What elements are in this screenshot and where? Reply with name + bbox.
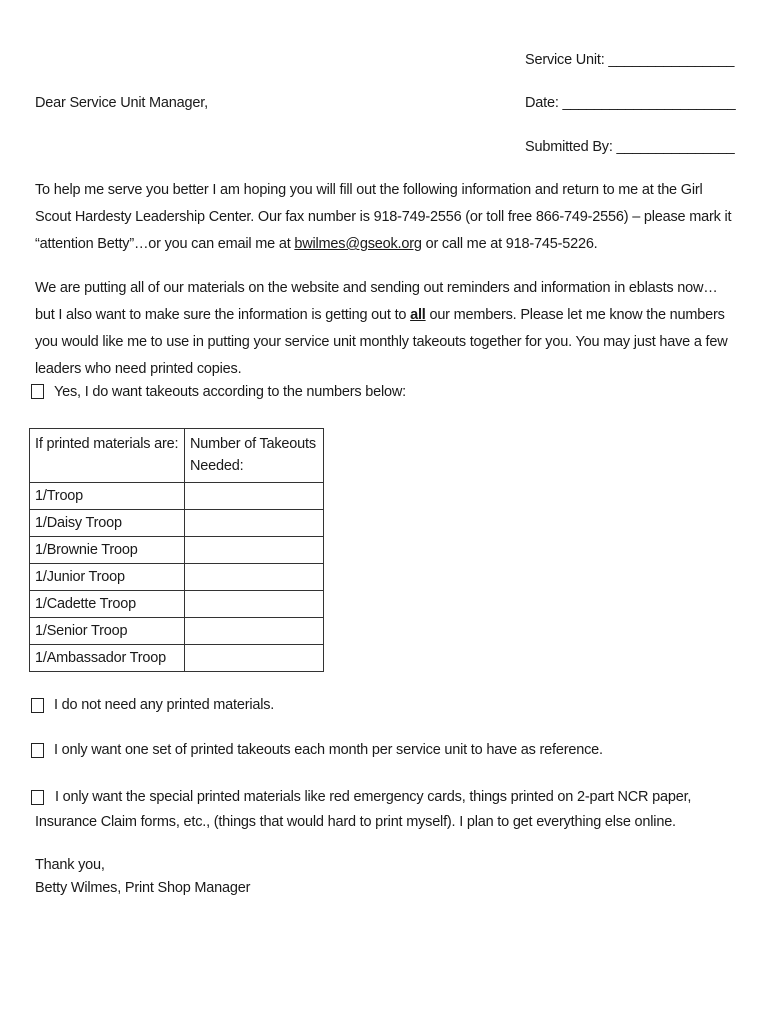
materials-text-end: our members. Please let me know the numbers you would like me to use in putting your service unit monthly takeouts together for you. You may just have a few leaders who need printed copies. <box>35 307 728 377</box>
row-label: 1/Senior Troop <box>30 618 185 645</box>
special-materials-label: I only want the special printed materials like red emergency cards, things printed on 2-part NCR paper, Insurance Claim forms, etc., (things that would hard to print myself). I plan to get everything else online. <box>35 789 692 830</box>
row-number-input[interactable] <box>185 591 324 618</box>
intro-text: To help me serve you better I am hoping you will fill out the following information and return to me at the Girl Scout Hardesty Leadership Center. Our fax number is 918-749-2556 (or toll free 866-749-2556) – please mark it “attention Betty”…or you can email me at <box>35 182 732 252</box>
no-printed-checkbox[interactable] <box>31 698 44 713</box>
row-label: 1/Troop <box>30 483 185 510</box>
email-link[interactable]: bwilmes@gseok.org <box>294 236 422 252</box>
row-label: 1/Cadette Troop <box>30 591 185 618</box>
service-unit-field[interactable]: Service Unit: ________________ <box>525 52 735 68</box>
row-number-input[interactable] <box>185 537 324 564</box>
header-printed-materials: If printed materials are: <box>30 429 185 483</box>
yes-takeouts-checkbox[interactable] <box>31 384 44 399</box>
table-row <box>30 618 324 645</box>
closing-thanks: Thank you, <box>35 857 105 873</box>
row-number-input[interactable] <box>185 564 324 591</box>
salutation: Dear Service Unit Manager, <box>35 95 208 111</box>
intro-paragraph <box>35 177 735 258</box>
header-number-needed: Number of Takeouts Needed: <box>185 429 324 483</box>
table-row <box>30 591 324 618</box>
submitted-by-field[interactable]: Submitted By: _______________ <box>525 139 735 155</box>
takeouts-table <box>29 428 324 672</box>
table-header-row <box>30 429 324 483</box>
no-printed-label: I do not need any printed materials. <box>54 697 275 713</box>
materials-paragraph <box>35 275 735 383</box>
row-label: 1/Daisy Troop <box>30 510 185 537</box>
table-row <box>30 483 324 510</box>
table-row <box>30 564 324 591</box>
row-number-input[interactable] <box>185 483 324 510</box>
row-label: 1/Ambassador Troop <box>30 645 185 672</box>
table-row <box>30 645 324 672</box>
yes-takeouts-label: Yes, I do want takeouts according to the numbers below: <box>54 384 406 400</box>
one-set-checkbox[interactable] <box>31 743 44 758</box>
row-label: 1/Brownie Troop <box>30 537 185 564</box>
row-number-input[interactable] <box>185 510 324 537</box>
row-number-input[interactable] <box>185 645 324 672</box>
date-field[interactable]: Date: ______________________ <box>525 95 736 111</box>
table-row <box>30 510 324 537</box>
intro-text-end: or call me at 918-745-5226. <box>421 236 598 252</box>
one-set-label: I only want one set of printed takeouts each month per service unit to have as reference. <box>54 742 603 758</box>
emphasis-all: all <box>410 307 426 323</box>
table-row <box>30 537 324 564</box>
row-number-input[interactable] <box>185 618 324 645</box>
row-label: 1/Junior Troop <box>30 564 185 591</box>
signature: Betty Wilmes, Print Shop Manager <box>35 880 251 896</box>
materials-text: We are putting all of our materials on the website and sending out reminders and information in eblasts now…but I also want to make sure the information is getting out to <box>35 280 718 323</box>
